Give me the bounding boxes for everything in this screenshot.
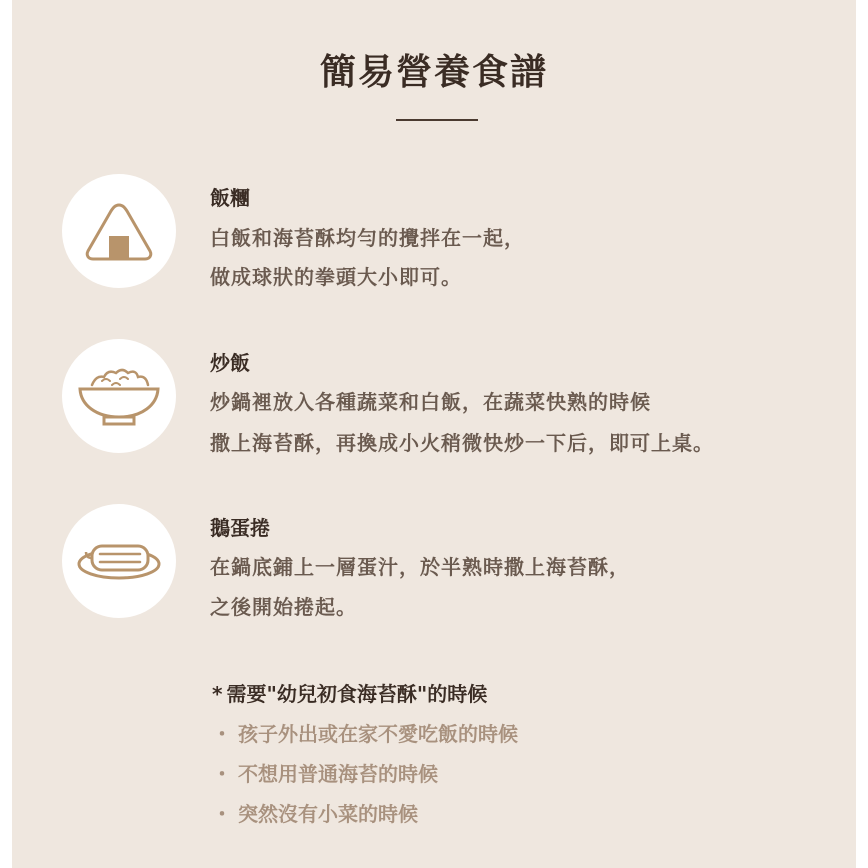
bullet-icon: ・ xyxy=(212,762,232,786)
note-heading xyxy=(212,678,487,707)
note-item-text: 不想用普通海苔的時候 xyxy=(238,762,438,786)
note-item-text: 孩子外出或在家不愛吃飯的時候 xyxy=(238,722,518,746)
note-item-text: 突然沒有小菜的時候 xyxy=(238,802,418,826)
rice-ball-icon xyxy=(62,174,176,288)
egg-roll-icon xyxy=(62,504,176,618)
rice-bowl-icon xyxy=(62,339,176,453)
bullet-icon: ・ xyxy=(212,802,232,826)
note-item xyxy=(212,798,418,827)
asterisk-icon: * xyxy=(212,682,223,706)
recipe-step-line: 白飯和海苔酥均勻的攪拌在一起， xyxy=(210,226,525,250)
note-item xyxy=(212,758,438,787)
note-heading-text: 需要"幼兒初食海苔酥"的時候 xyxy=(226,682,488,706)
recipe-step-line: 之後開始捲起。 xyxy=(210,595,357,619)
recipe-page xyxy=(12,0,856,868)
recipe-name: 鵝蛋捲 xyxy=(210,516,270,540)
page-title: 簡易營養食譜 xyxy=(319,52,548,93)
recipe-step-line: 炒鍋裡放入各種蔬菜和白飯，在蔬菜快熟的時候 xyxy=(210,390,651,414)
recipe-name: 炒飯 xyxy=(210,351,250,375)
bullet-icon: ・ xyxy=(212,722,232,746)
note-item xyxy=(212,718,518,747)
title-divider xyxy=(396,119,478,121)
recipe-step-line: 在鍋底鋪上一層蛋汁，於半熟時撒上海苔酥， xyxy=(210,555,630,579)
recipe-step-line: 做成球狀的拳頭大小即可。 xyxy=(210,265,462,289)
recipe-step-line: 撒上海苔酥，再換成小火稍微快炒一下后，即可上桌。 xyxy=(210,431,714,455)
recipe-name: 飯糰 xyxy=(210,186,250,210)
